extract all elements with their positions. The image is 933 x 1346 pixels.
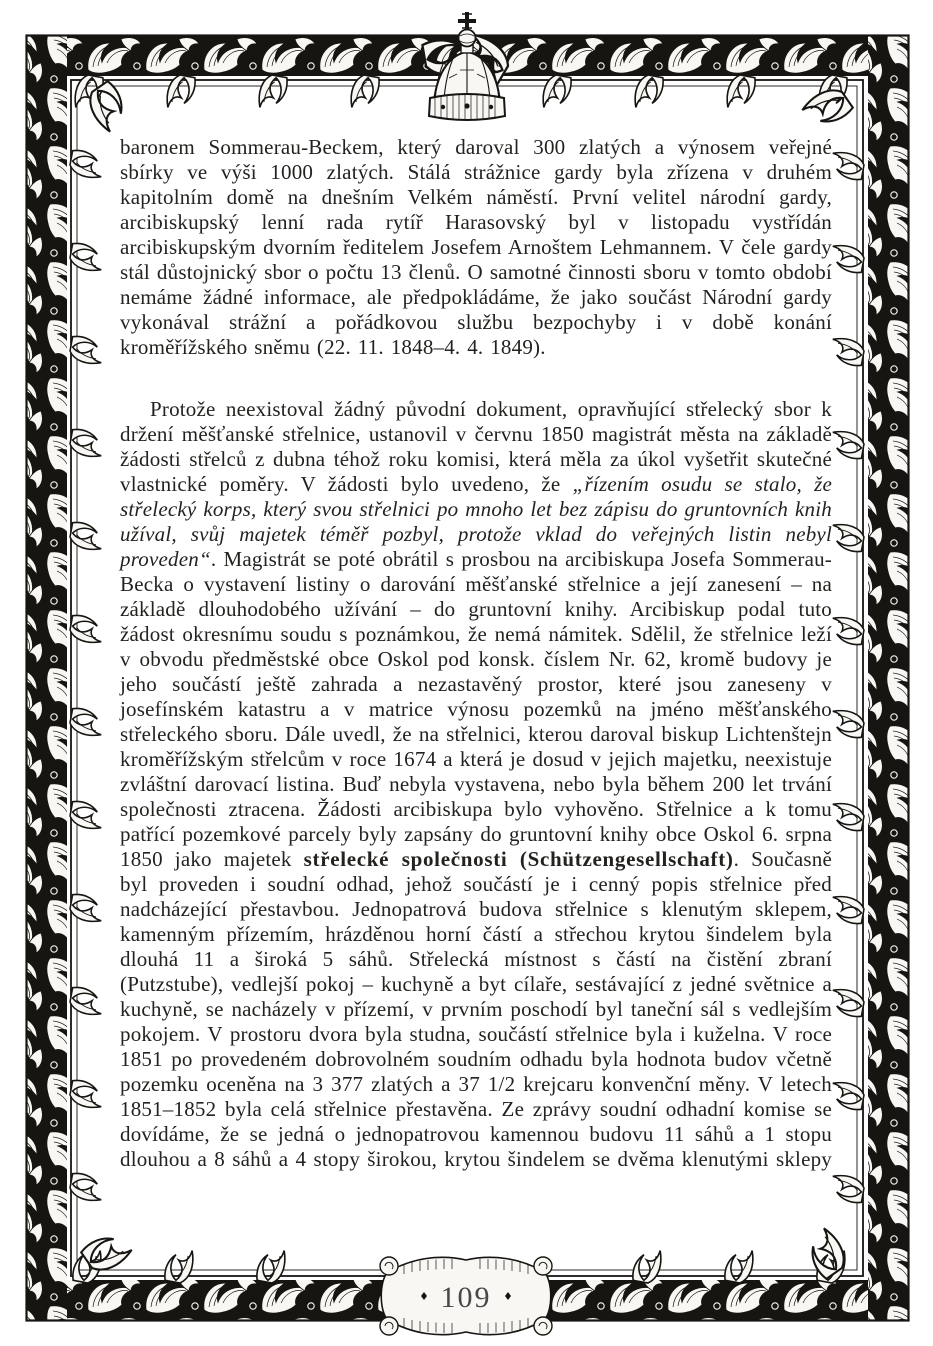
text-run-normal: . Magistrát se poté obrátil s prosbou na arcibiskupa Josefa Sommerau-Becka o vystavení listiny o darování měšťanské střelnice a její zanesení – na základě dlouhodobého užívání – do gruntovní knihy. Arcibiskup podal tuto žádost okresnímu soudu s poznámkou, že nemá námitek. Sdělil, že střelnice leží v obvodu předměstské obce Oskol pod konsk. číslem Nr. 62, kromě budovy je jeho součástí ještě zahrada a nezastavěný prostor, které jsou zaneseny v josefínském katastru a v matrice výnosu pozemků na jméno měšťanského střeleckého sboru. Dále uvedl, že na střelnici, kterou daroval biskup Lichtenštejn kroměřížským střelcům v roce 1674 a která je dosud v jejich majetku, neexistuje zvláštní darovací listina. Buď nebyla vystavena, nebo byla během 200 let trvání společnosti ztracena. Žádosti arcibiskupa bylo vyhověno. Střelnice a k tomu patřící pozemkové parcely byly zapsány do gruntovní knihy obce Oskol 6. srpna 1850 jako majetek [120,547,832,871]
text-run-normal: baronem Sommerau-Beckem, který daroval 300 zlatých a výnosem veřejné sbírky ve výši 1000 zlatých. Stálá strážnice gardy byla zřízena v druhém kapitolním domě na dnešním Velkém náměstí. První velitel národní gardy, arcibiskupský lenní rada rytíř Harasovský byl v listopadu vystřídán arcibiskupským dvorním ředitelem Josefem Arnoštem Lehmannem. V čele gardy stál důstojnický sbor o počtu 13 členů. O samotné činnosti sboru v tomto období nemáme žádné informace, ale předpokládáme, že jako součást Národní gardy vykonával strážní a pořádkovou službu bezpochyby i v době konání kroměřížského sněmu (22. 11. 1848–4. 4. 1849). [120,135,832,359]
paragraph-continued-from-previous-page [120,135,832,360]
text-run-normal: . Současně byl proveden i soudní odhad, jehož součástí je i cenný popis střelnice před nadcházející přestavbou. Jednopatrová budova střelnice s klenutým sklepem, kamenným přízemím, hrázděnou horní částí a střechou krytou šindelem byla dlouhá 11 a široká 5 sáhů. Střelecká místnost s částí na čistění zbraní (Putzstube), vedlejší pokoj – kuchyně a byt cílaře, sestávající z jedné světnice a kuchyně, se nacházely v přízemí, v prvním poschodí byl taneční sál s vedlejším pokojem. V prostoru dvora byla studna, součástí střelnice byla i kuželna. V roce 1851 po provedeném dobrovolném soudním odhadu byla hodnota budov včetně pozemku oceněna na 3 377 zlatých a 37 1/2 krejcaru konvenční měny. V letech 1851–1852 byla celá střelnice přestavěna. Ze zprávy soudní odhadní komise se dovídáme, že se jedná o jednopatrovou kamennou budovu 11 sáhů a 1 stopu dlouhou a 8 sáhů a 4 stopy širokou, krytou šindelem se dvěma klenutými sklepy [120,847,832,1171]
text-run-italic: „řízením osudu se stalo, že střelecký korps, který svou střelnici po mnoho let bez zápisu do gruntovních knih užíval, svůj majetek téměř pozbyl, protože vklad do veřejných listin nebyl proveden“ [120,472,832,571]
page-text-block [120,135,832,1172]
text-run-bold: střelecké společnosti (Schützengesellschaft) [303,847,734,871]
text-run-normal: Protože neexistoval žádný původní dokument, opravňující střelecký sbor k držení měšťanské střelnice, ustanovil v červnu 1850 magistrát města na základě žádosti střelců z dubna téhož roku komisi, která měla za úkol vyšetřit skutečné vlastnické poměry. V žádosti bylo uvedeno, že [120,397,832,496]
page-number-cartouche [380,1257,552,1335]
paragraph-main [120,397,832,1172]
page-number: 109 [440,1281,492,1314]
crown-icon [419,12,514,120]
